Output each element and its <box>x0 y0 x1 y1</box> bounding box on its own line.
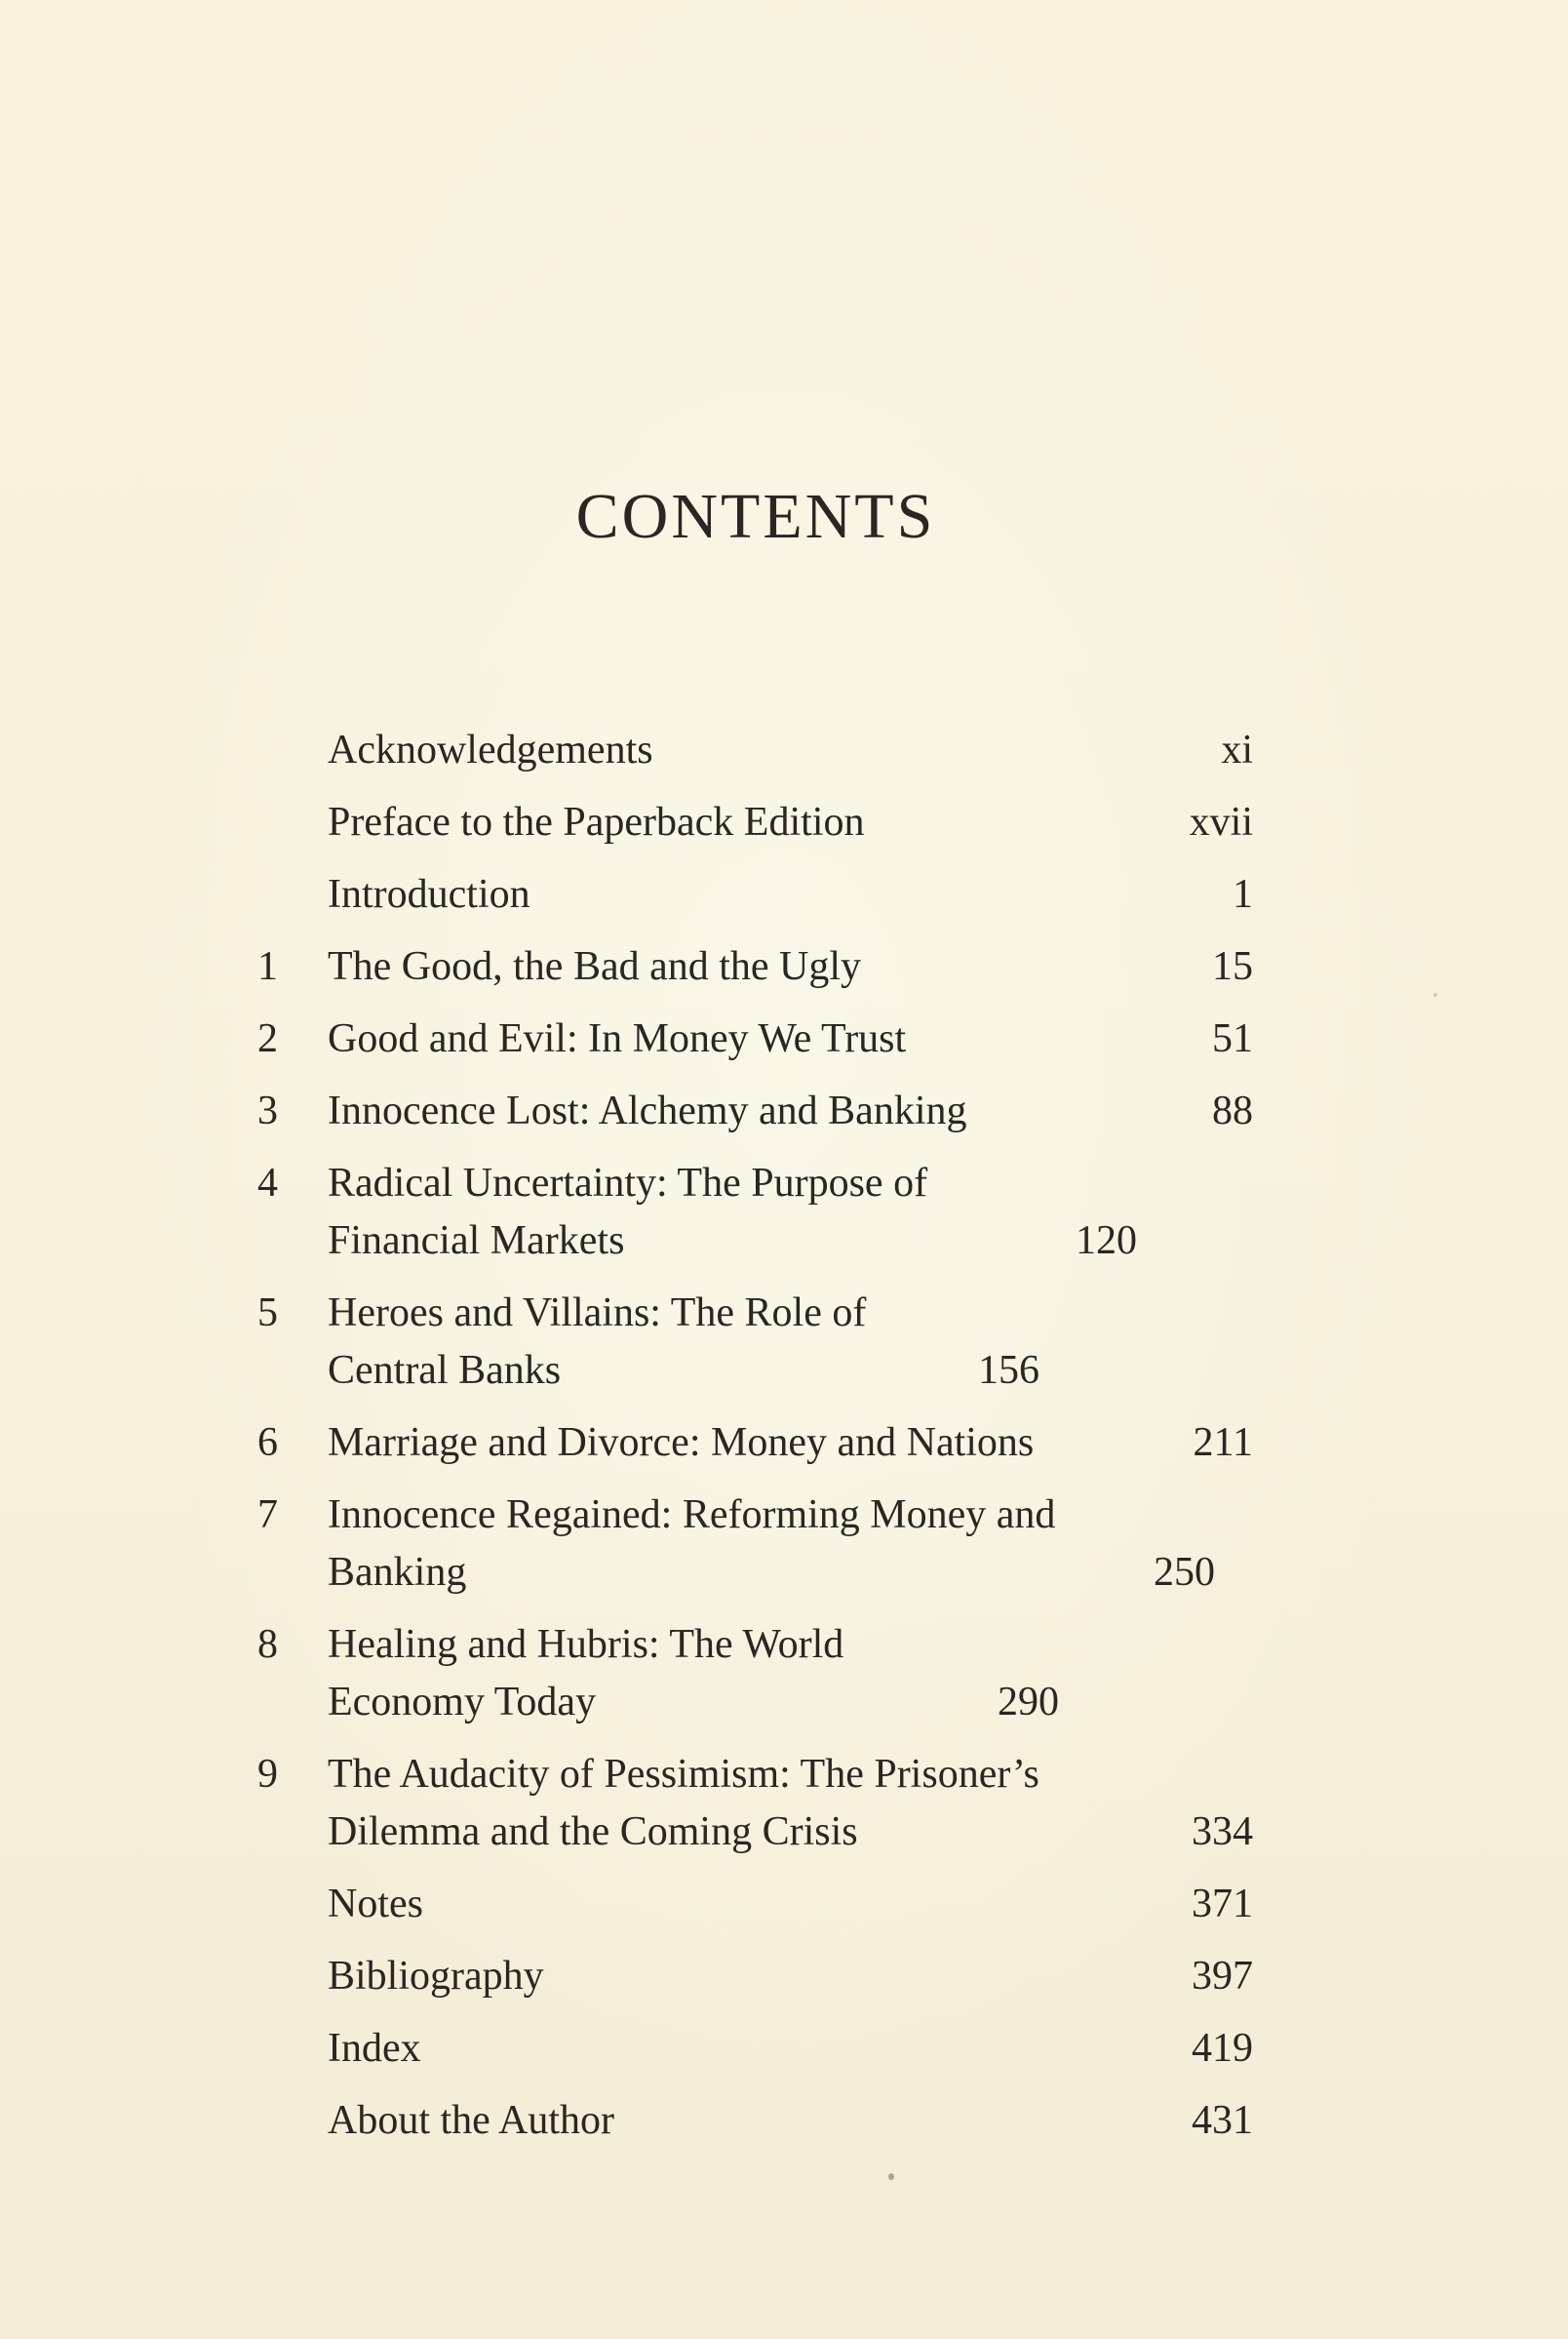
page-number: 51 <box>1212 1016 1253 1061</box>
page-number: 250 <box>1154 1550 1215 1595</box>
entry-title: The Good, the Bad and the Ugly <box>328 944 862 989</box>
chapter-number: 5 <box>257 1290 278 1335</box>
toc-entry <box>234 1285 1253 1400</box>
entry-title: Bibliography <box>328 1954 544 1999</box>
toc-entry <box>234 1083 1253 1140</box>
toc-entry <box>234 1487 1253 1602</box>
paper-speck <box>888 2173 894 2180</box>
page-number: 120 <box>1076 1218 1137 1263</box>
toc-entry <box>234 1746 1253 1861</box>
chapter-number: 6 <box>257 1420 278 1465</box>
toc-entry <box>234 2020 1253 2078</box>
toc-entry <box>234 1948 1253 2005</box>
toc-entry <box>234 2092 1253 2150</box>
page-number: 431 <box>1192 2098 1253 2143</box>
page-number: xi <box>1221 728 1253 773</box>
toc-entry <box>234 1616 1253 1731</box>
chapter-number: 4 <box>257 1161 278 1206</box>
entry-title: Introduction <box>328 872 530 917</box>
page-number: 15 <box>1212 944 1253 989</box>
page-number: 156 <box>978 1348 1039 1393</box>
toc-entry <box>234 938 1253 996</box>
entry-title: Index <box>328 2026 421 2071</box>
entry-title: Acknowledgements <box>328 728 653 773</box>
entry-title: Notes <box>328 1882 423 1926</box>
entry-title: Good and Evil: In Money We Trust <box>328 1016 907 1061</box>
toc-entry <box>234 1876 1253 1933</box>
page-title: CONTENTS <box>575 481 936 552</box>
page-number: 1 <box>1233 872 1253 917</box>
entry-title: Innocence Regained: Reforming Money and Banking <box>328 1492 1056 1595</box>
chapter-number: 2 <box>257 1016 278 1061</box>
toc-entry <box>234 722 1253 779</box>
page-number: 419 <box>1192 2026 1253 2071</box>
chapter-number: 3 <box>257 1089 278 1133</box>
page-number: 211 <box>1193 1420 1253 1465</box>
toc-entry <box>234 866 1253 924</box>
page-number: 334 <box>1192 1809 1253 1854</box>
chapter-number: 7 <box>257 1492 278 1537</box>
page-number: xvii <box>1189 800 1253 845</box>
toc-entry <box>234 794 1253 852</box>
page-number: 397 <box>1192 1954 1253 1999</box>
entry-title: Healing and Hubris: The World Economy Today <box>328 1622 844 1725</box>
entry-title: Radical Uncertainty: The Purpose of Financial Markets <box>328 1161 928 1263</box>
paper-speck <box>1433 993 1437 997</box>
toc-entry <box>234 1155 1253 1270</box>
chapter-number: 9 <box>257 1752 278 1797</box>
page-number: 88 <box>1212 1089 1253 1133</box>
chapter-number: 1 <box>257 944 278 989</box>
table-of-contents <box>234 722 1253 2164</box>
entry-title: The Audacity of Pessimism: The Prisoner’s Dilemma and the Coming Crisis <box>328 1752 1039 1854</box>
entry-title: Heroes and Villains: The Role of Central Banks <box>328 1290 867 1393</box>
entry-title: Innocence Lost: Alchemy and Banking <box>328 1089 967 1133</box>
chapter-number: 8 <box>257 1622 278 1667</box>
entry-title: Marriage and Divorce: Money and Nations <box>328 1420 1035 1465</box>
toc-entry <box>234 1414 1253 1472</box>
toc-entry <box>234 1011 1253 1068</box>
page-number: 371 <box>1192 1882 1253 1926</box>
entry-title: About the Author <box>328 2098 614 2143</box>
page-number: 290 <box>998 1680 1059 1725</box>
entry-title: Preface to the Paperback Edition <box>328 800 865 845</box>
